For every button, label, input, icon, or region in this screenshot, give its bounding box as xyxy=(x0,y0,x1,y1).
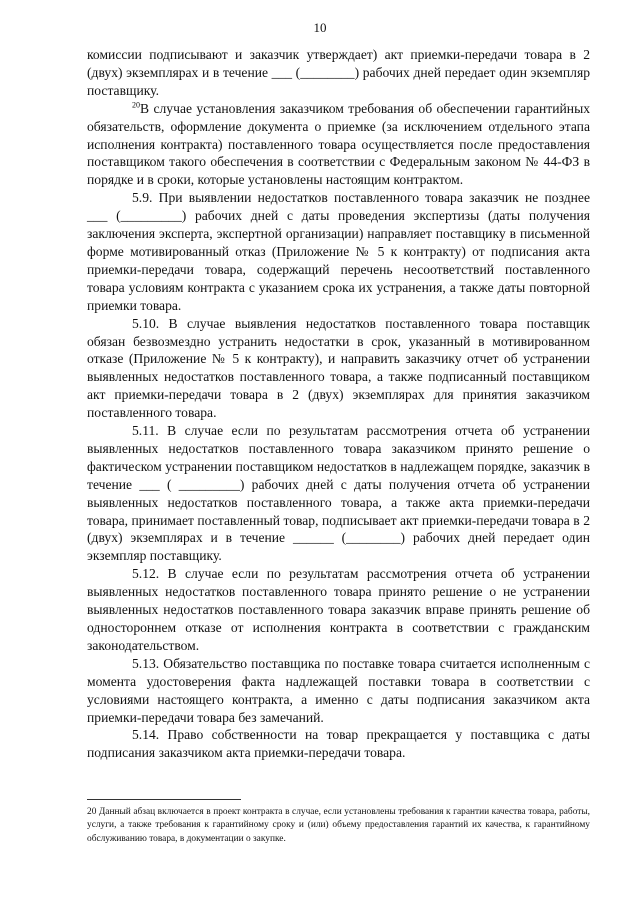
paragraph-text: 5.13. Обязательство поставщика по поставке товара считается исполненным с момента удостоверения факта надлежащей поставки товара в соответствии с условиями настоящего контракта, а именно с даты подписания заказчиком акта приемки-передачи товара без замечаний. xyxy=(87,655,590,725)
paragraph-5-12 xyxy=(87,565,590,655)
paragraph-text: 5.14. Право собственности на товар прекращается у поставщика с даты подписания заказчиком акта приемки-передачи товара. xyxy=(87,727,590,761)
paragraph-5-11 xyxy=(87,422,590,565)
paragraph-text: 5.12. В случае если по результатам рассмотрения отчета об устранении выявленных недостатков поставленного товара принято решение о не устранении выявленных недостатков поставленного товара заказчик вправе принять решение об одностороннем отказе от исполнения контракта в соответствии с гражданским законодательством. xyxy=(87,566,590,653)
paragraph-text: 5.9. При выявлении недостатков поставленного товара заказчик не позднее ___ (_________) рабочих дней с даты проведения экспертизы (даты получения заключения эксперта, экспертной организации) направляет поставщику в письменной форме мотивированный отказ (Приложение № 5 к контракту) от подписания акта приемки-передачи товара, содержащий перечень несоответствий поставленного товара условиям контракта с указанием срока их устранения, а также даты повторной приемки товара. xyxy=(87,190,590,313)
paragraph-5-13 xyxy=(87,655,590,727)
paragraph-5-9 xyxy=(87,189,590,314)
footnote-20: 20 Данный абзац включается в проект контракта в случае, если установлены требования к гарантии качества товара, работы, услуги, а также требования к гарантийному сроку и (или) объему предоставления гарантий их качества, к гарантийному обслуживанию товара, в документации о закупке. xyxy=(87,807,590,844)
document-body xyxy=(87,46,590,762)
paragraph-5-14 xyxy=(87,726,590,762)
paragraph-text: 5.10. В случае выявления недостатков поставленного товара поставщик обязан безвозмездно устранить недостатки в срок, указанный в мотивированном отказе (Приложение № 5 к контракту), и направить заказчику отчет об устранении выявленных недостатков поставленного товара, а также подписанный поставщиком акт приемки-передачи товара в 2 (двух) экземплярах для принятия заказчиком поставленного товара. xyxy=(87,315,590,421)
footnote-marker: 20 xyxy=(132,100,140,110)
paragraph-5-10 xyxy=(87,315,590,422)
paragraph-text: комиссии подписывают и заказчик утверждает) акт приемки-передачи товара в 2 (двух) экземплярах и в течение ___ (________) рабочих дней передает один экземпляр поставщику. xyxy=(87,47,590,98)
paragraph-continuation xyxy=(87,46,590,100)
paragraph-text: 5.11. В случае если по результатам рассмотрения отчета об устранении выявленных недостатков поставленного товара заказчиком принято решение о фактическом устранении поставщиком недостатков в надлежащем порядке, заказчик в течение ___ ( _________) рабочих дней с даты получения отчета об устранении выявленных недостатков поставленного товара, а также акта приемки-передачи товара, принимает поставленный товар, подписывает акт приемки-передачи товара в 2 (двух) экземплярах и в течение ______ (________) рабочих дней передает один экземпляр поставщику. xyxy=(87,423,590,564)
paragraph-footnote-20 xyxy=(87,100,590,190)
page-number: 10 xyxy=(313,20,327,35)
paragraph-text: В случае установления заказчиком требования об обеспечении гарантийных обязательств, оформление документа о приемке (за исключением отдельного этапа исполнения контракта) поставленного товара осуществляется после предоставления поставщиком такого обеспечения в соответствии с Федеральным законом № 44-ФЗ в порядке и в сроки, которые установлены настоящим контрактом. xyxy=(87,100,590,188)
footnote-separator xyxy=(87,799,241,800)
